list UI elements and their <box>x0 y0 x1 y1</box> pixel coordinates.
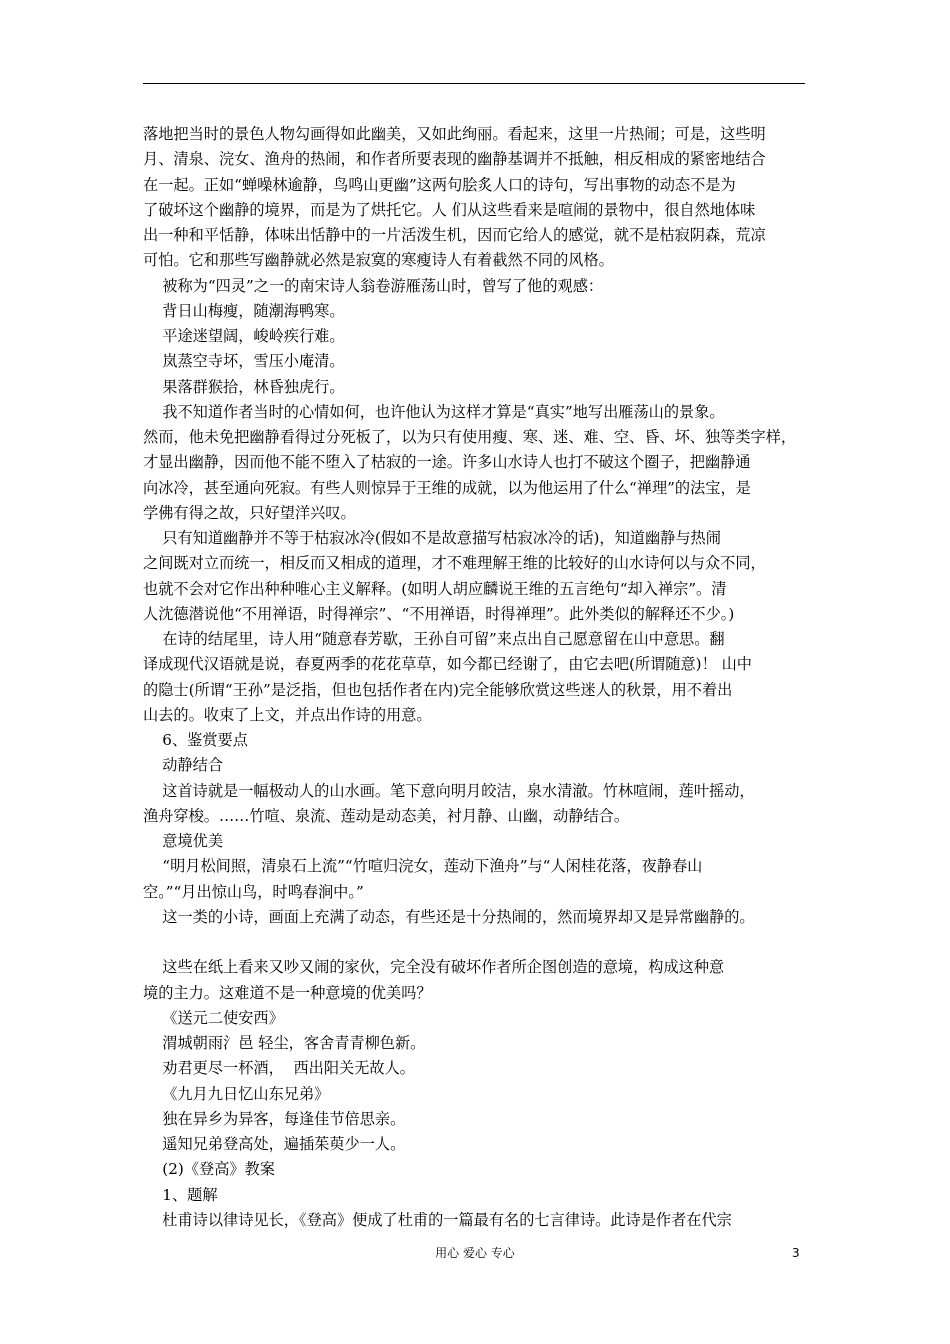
text-line: 被称为“四灵”之一的南宋诗人翁卷游雁荡山时，曾写了他的观感： <box>143 276 604 295</box>
text-line: 劝君更尽一杯酒， 西出阳关无故人。 <box>143 1059 415 1078</box>
text-line: 山去的。收束了上文，并点出作诗的用意。 <box>143 705 432 724</box>
text-line: 在诗的结尾里，诗人用“随意春芳歇，王孙自可留”来点出自己愿意留在山中意思。翻 <box>143 630 725 648</box>
text-line: 这首诗就是一幅极动人的山水画。笔下意向明月皎洁，泉水清澈。竹林喧闹，莲叶摇动， <box>143 781 755 800</box>
text-line: “明月松间照，清泉石上流”“竹喧归浣女，莲动下渔舟”与“人闲桂花落，夜静春山 <box>143 857 703 876</box>
footer-motto: 用心 爱心 专心 <box>435 1246 515 1260</box>
text-line: 向冰冷，甚至通向死寂。有些人则惊异于王维的成就，以为他运用了什么“禅理”的法宝，是 <box>143 478 751 497</box>
text-line: (2)《登高》教案 <box>143 1160 275 1179</box>
page-body <box>143 122 823 1233</box>
text-line: 也就不会对它作出种种唯心主义解释。(如明人胡应麟说王维的五言绝句“却入禅宗”。清 <box>143 579 727 598</box>
text-line: 在一起。正如“蝉噪林逾静，鸟鸣山更幽”这两句脍炙人口的诗句，写出事物的动态不是为 <box>143 175 736 194</box>
text-line: 出一种和平恬静，体味出恬静中的一片活泼生机，因而它给人的感觉，就不是枯寂阴森，荒凉 <box>143 226 766 244</box>
text-line: 1、题解 <box>143 1185 218 1204</box>
page-number: 3 <box>792 1246 800 1260</box>
text-line: 然而，他未免把幽静看得过分死板了，以为只有使用瘦、寒、迷、难、空、昏、坏、独等类字样， <box>143 428 797 446</box>
text-line: 可怕。它和那些写幽静就必然是寂寞的寒瘦诗人有着截然不同的风格。 <box>143 251 614 270</box>
text-line: 我不知道作者当时的心情如何，也许他认为这样才算是“真实”地写出雁荡山的景象。 <box>143 402 725 421</box>
text-line: 平途迷望阔，峻岭疾行难。 <box>143 327 345 345</box>
text-line: 的隐士(所谓“王孙”是泛指，但也包括作者在内)完全能够欣赏这些迷人的秋景，用不着出 <box>143 680 733 699</box>
header-rule <box>143 83 805 84</box>
text-line: 遥知兄弟登高处，遍插茱萸少一人。 <box>143 1135 406 1153</box>
text-line: 人沈德潜说他“不用禅语，时得禅宗”、“不用禅语，时得禅理”。此外类似的解释还不少。) <box>143 604 735 623</box>
text-line: 杜甫诗以律诗见长，《登高》便成了杜甫的一篇最有名的七言律诗。此诗是作者在代宗 <box>143 1210 732 1229</box>
text-line: 渔舟穿梭。……竹喧、泉流、莲动是动态美，衬月静、山幽，动静结合。 <box>143 806 629 825</box>
text-line: 落地把当时的景色人物勾画得如此幽美，又如此绚丽。看起来，这里一片热闹；可是，这些明 <box>143 125 766 143</box>
text-line: 《送元二使安西》 <box>143 1008 284 1027</box>
text-line: 空。”“月出惊山鸟，时鸣春涧中。” <box>143 882 364 901</box>
text-line: 译成现代汉语就是说，春夏两季的花花草草，如今都已经谢了，由它去吧(所谓随意)！ 山中 <box>143 655 752 674</box>
text-line: 《九月九日忆山东兄弟》 <box>143 1084 330 1103</box>
text-line: 才显出幽静，因而他不能不堕入了枯寂的一途。许多山水诗人也打不破这个圈子，把幽静通 <box>143 453 751 472</box>
text-line: 月、清泉、浣女、渔舟的热闹，和作者所要表现的幽静基调并不抵触，相反相成的紧密地结合 <box>143 150 766 169</box>
text-line: 渭城朝雨氵邑 轻尘，客舍青青柳色新。 <box>143 1034 426 1052</box>
text-line: 只有知道幽静并不等于枯寂冰冷(假如不是故意描写枯寂冰冷的话)，知道幽静与热闹 <box>143 529 721 547</box>
text-line: 了破坏这个幽静的境界，而是为了烘托它。人 们从这些看来是喧闹的景物中，很自然地体味 <box>143 200 756 219</box>
text-line <box>143 930 823 955</box>
text-line: 这一类的小诗，画面上充满了动态，有些还是十分热闹的，然而境界却又是异常幽静的。 <box>143 907 755 926</box>
text-line: 背日山梅瘦，随潮海鸭寒。 <box>143 301 345 320</box>
text-line: 岚蒸空寺坏，雪压小庵清。 <box>143 352 345 371</box>
text-line: 动静结合 <box>143 756 224 775</box>
text-line: 6、鉴赏要点 <box>143 731 248 749</box>
text-line: 之间既对立而统一，相反而又相成的道理，才不难理解王维的比较好的山水诗何以与众不同， <box>143 554 766 573</box>
text-line: 境的主力。这难道不是一种意境的优美吗？ <box>143 983 432 1002</box>
text-line: 这些在纸上看来又吵又闹的家伙，完全没有破坏作者所企图创造的意境，构成这种意 <box>143 958 725 977</box>
text-line: 独在异乡为异客，每逢佳节倍思亲。 <box>143 1109 406 1128</box>
text-line: 意境优美 <box>143 832 224 850</box>
text-line: 学佛有得之故，只好望洋兴叹。 <box>143 503 356 522</box>
text-line: 果落群猴拾，林昏独虎行。 <box>143 377 345 396</box>
